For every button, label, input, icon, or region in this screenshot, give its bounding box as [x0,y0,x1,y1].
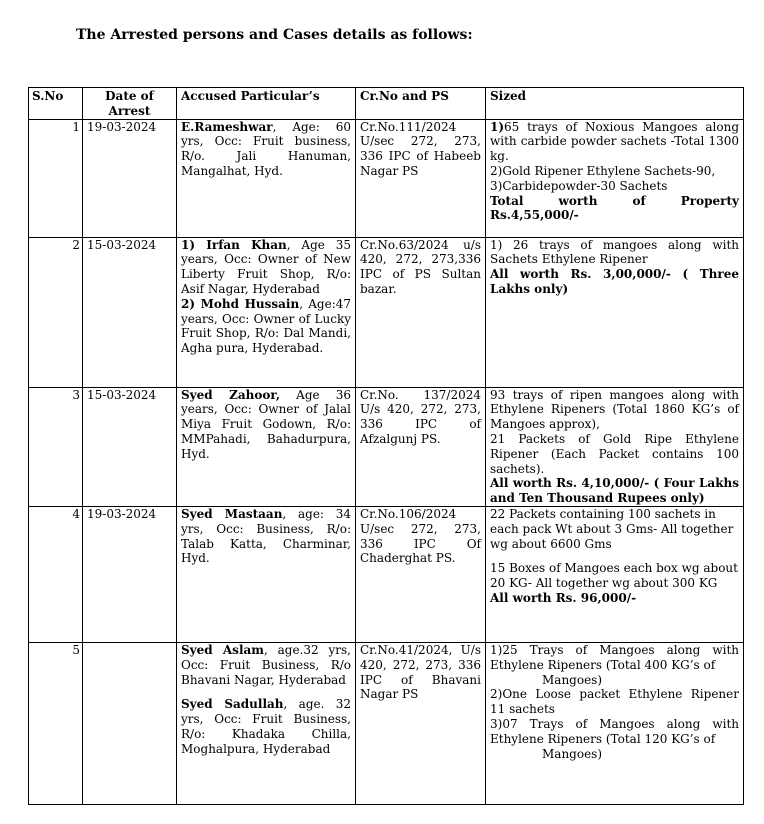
cell-sno: 3 [29,387,83,506]
sized-text: Mangoes) [542,672,603,687]
sized-text: 1)25 Trays of Mangoes along with Ethylene Ripeners (Total 400 KG’s of [490,642,739,672]
cell-date: 19-03-2024 [83,506,177,642]
sized-text: 22 Packets containing 100 sachets in each pack Wt about 3 Gms- All together wg about 6600 Gms [490,506,734,551]
cell-accused [177,642,356,804]
cell-crno: Cr.No. 137/2024 U/s 420, 272, 273, 336 IPC of Afzalgunj PS. [356,387,486,506]
accused-name: Syed Zahoor, [181,387,281,402]
sized-text: Mangoes) [542,746,603,761]
accused-name: 2) Mohd Hussain [181,296,300,311]
cell-crno: Cr.No.106/2024 U/sec 272, 273, 336 IPC Of Chaderghat PS. [356,506,486,642]
header-sno: S.No [29,88,83,120]
accused-details: , age. 32 yrs, Occ: Fruit Business, R/o: Khadaka Chilla, Moghalpura, Hyderabad [181,697,352,756]
cell-sno: 1 [29,119,83,237]
cell-sized [486,506,744,642]
cell-crno: Cr.No.111/2024 U/sec 272, 273, 336 IPC of Habeeb Nagar PS [356,119,486,237]
table-row [29,642,744,804]
accused-details: , Age 35 years, Occ: Owner of New Liberty Fruit Shop, R/o: Asif Nagar, Hyderabad [181,237,351,296]
sized-text: 93 trays of ripen mangoes along with Ethylene Ripeners (Total 1860 KG’s of Mangoes approx), [490,387,739,432]
cell-sized [486,387,744,506]
sized-total: All worth Rs. 96,000/- [490,590,637,605]
accused-name: Syed Aslam [181,642,264,657]
sized-total: All worth Rs. 3,00,000/- ( Three Lakhs only) [490,267,739,296]
sized-text: 21 Packets of Gold Ripe Ethylene Ripener (Each Packet contains 100 sachets). [490,431,739,476]
cell-date: 19-03-2024 [83,119,177,237]
sized-line: 2)Gold Ripener Ethylene Sachets-90, [490,163,716,178]
cell-date: 15-03-2024 [83,237,177,387]
spacer [490,551,739,561]
document-title: The Arrested persons and Cases details as follows: [76,27,473,43]
cell-date [83,642,177,804]
sized-text: 1) 26 trays of mangoes along with Sachets Ethylene Ripener [490,237,739,267]
cell-accused [177,506,356,642]
sized-text: 3)07 Trays of Mangoes along with Ethylene Ripeners (Total 120 KG’s of [490,716,739,746]
sized-item-text: 65 trays of Noxious Mangoes along with carbide powder sachets -Total 1300 kg. [490,119,739,164]
accused-details: , age: 34 yrs, Occ: Business, R/o: Talab Katta, Charminar, Hyd. [181,506,351,566]
cell-sized [486,642,744,804]
cell-sno: 2 [29,237,83,387]
sized-item-number: 1) [490,119,505,134]
cell-crno: Cr.No.63/2024 u/s 420, 272, 273,336 IPC of PS Sultan bazar. [356,237,486,387]
sized-line: 3)Carbidepowder-30 Sachets [490,178,668,193]
accused-details: , age.32 yrs, Occ: Fruit Business, R/o Bhavani Nagar, Hyderabad [181,642,351,687]
cell-accused [177,387,356,506]
cell-date: 15-03-2024 [83,387,177,506]
arrests-table [28,87,744,805]
table-row [29,387,744,506]
cell-sno: 4 [29,506,83,642]
sized-total: All worth Rs. 4,10,000/- ( Four Lakhs and Ten Thousand Rupees only) [490,476,739,506]
accused-name: E.Rameshwar [181,119,273,134]
accused-details: Age 36 years, Occ: Owner of Jalal Miya Fruit Godown, R/o: MMPahadi, Bahadurpura, Hyd. [181,387,351,461]
header-accused: Accused Particular’s [177,88,356,120]
accused-name: Syed Sadullah [181,697,284,712]
table-header-row [29,88,744,120]
sized-total: Total worth of Property Rs.4,55,000/- [490,193,739,223]
table-row [29,506,744,642]
header-date: Date of Arrest [83,88,177,120]
accused-details: , Age: 60 yrs, Occ: Fruit business, R/o. Jali Hanuman, Mangalhat, Hyd. [181,119,351,178]
header-sized: Sized [486,88,744,120]
cell-sized [486,237,744,387]
sized-text: 15 Boxes of Mangoes each box wg about 20 KG- All together wg about 300 KG [490,561,738,591]
cell-accused [177,119,356,237]
sized-text: 2)One Loose packet Ethylene Ripener 11 sachets [490,687,739,717]
header-crno: Cr.No and PS [356,88,486,120]
table-row [29,119,744,237]
cell-sno: 5 [29,642,83,804]
cell-crno: Cr.No.41/2024, U/s 420, 272, 273, 336 IPC of Bhavani Nagar PS [356,642,486,804]
accused-name: 1) Irfan Khan [181,237,287,252]
spacer [181,687,351,697]
cell-sized [486,119,744,237]
accused-name: Syed Mastaan [181,506,283,521]
table-row [29,237,744,387]
accused-details: , Age:47 years, Occ: Owner of Lucky Fruit Shop, R/o: Dal Mandi, Agha pura, Hyderabad. [181,296,352,356]
cell-accused [177,237,356,387]
